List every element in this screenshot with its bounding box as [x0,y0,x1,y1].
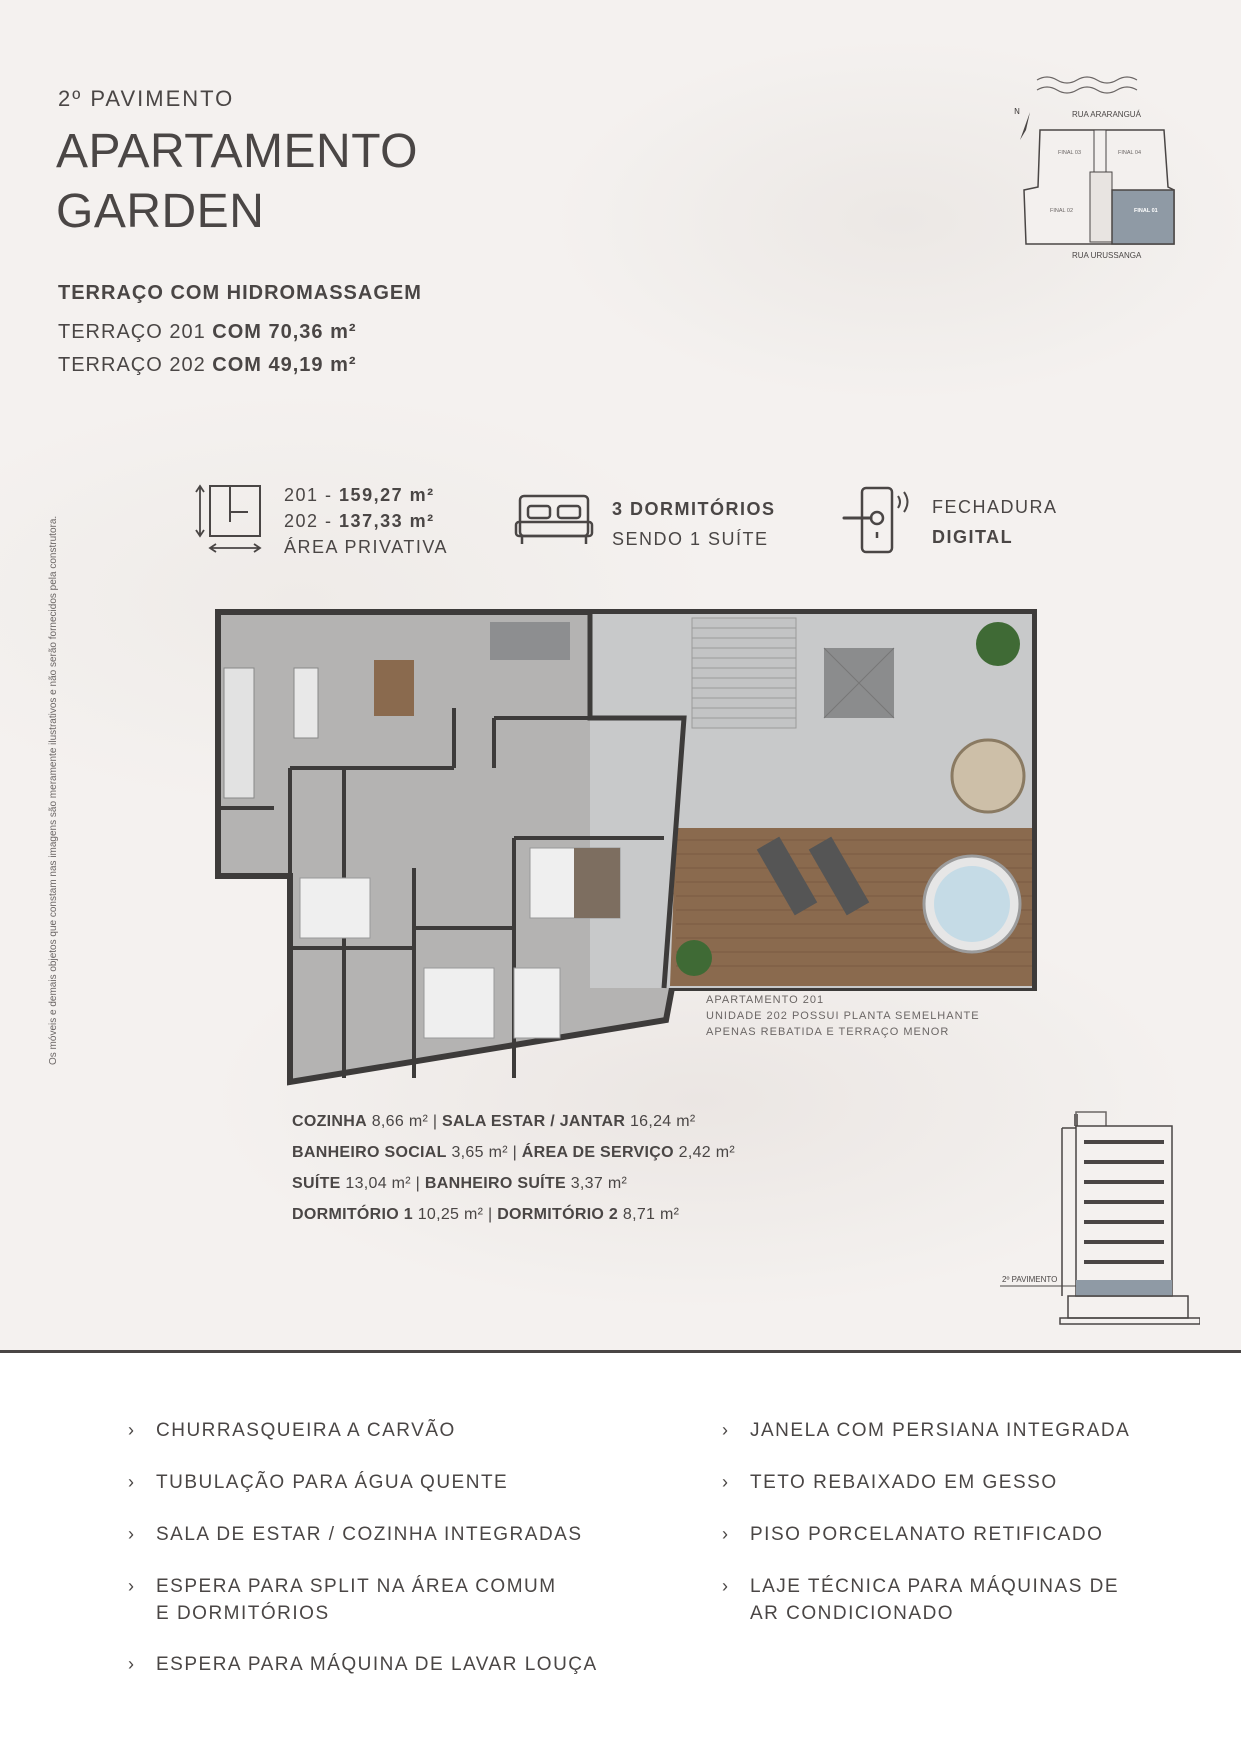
list-item: › ESPERA PARA SPLIT NA ÁREA COMUM E DORMITÓRIOS [128,1576,557,1624]
street-bottom: RUA URUSSANGA [1072,251,1142,260]
chevron-right-icon: › [722,1524,730,1544]
street-top: RUA ARARANGUÁ [1072,110,1141,119]
chevron-right-icon: › [128,1654,136,1674]
bedrooms-sub: SENDO 1 SUÍTE [612,529,769,549]
area-201-value: 159,27 m² [339,485,435,505]
chevron-right-icon: › [722,1420,730,1440]
stairs [692,618,796,728]
terrace-202 [58,354,357,377]
features-left [128,1420,598,1676]
floor-area-icon [194,482,270,558]
svg-text:FINAL 04: FINAL 04 [1118,150,1142,156]
wave-icon [1037,77,1137,83]
building-elevation [1000,1108,1200,1344]
list-item: › TUBULAÇÃO PARA ÁGUA QUENTE [128,1472,509,1493]
plan-note: APARTAMENTO 201 UNIDADE 202 POSSUI PLANTA SEMELHANTE APENAS REBATIDA E TERRAÇO MENOR [706,994,980,1038]
list-item: › SALA DE ESTAR / COZINHA INTEGRADAS [128,1524,583,1545]
terrace-201 [58,321,357,344]
sofa [490,622,570,660]
round-sofa [952,740,1024,812]
floor-label: 2º PAVIMENTO [58,86,235,111]
highlighted-unit [1112,190,1174,244]
kitchen-counter [224,668,254,798]
svg-text:FINAL 02: FINAL 02 [1050,208,1074,214]
lock-label: FECHADURA [932,497,1058,517]
kitchen-island [294,668,318,738]
page-title [56,122,418,242]
bed-icon [514,492,594,552]
wave-icon [1037,87,1137,93]
bedrooms-value: 3 DORMITÓRIOS [612,499,776,519]
room-row: DORMITÓRIO 1 10,25 m² | DORMITÓRIO 2 8,71 m² [292,1206,680,1223]
chevron-right-icon: › [128,1524,136,1544]
list-item: › CHURRASQUEIRA A CARVÃO [128,1420,456,1441]
spec-lock [842,484,1058,556]
svg-text:FINAL 01: FINAL 01 [1134,208,1158,214]
chevron-right-icon: › [722,1472,730,1492]
svg-text:FINAL 03: FINAL 03 [1058,150,1082,156]
list-item: › PISO PORCELANATO RETIFICADO [722,1524,1104,1545]
north-arrow-icon [1020,112,1030,140]
terrace-202-prefix: TERRAÇO 202 [58,354,206,376]
room-row: BANHEIRO SOCIAL 3,65 m² | ÁREA DE SERVIÇO 2,42 m² [292,1144,735,1161]
chevron-right-icon: › [128,1576,136,1596]
area-202-value: 137,33 m² [339,511,435,531]
room-areas [292,1106,735,1230]
chevron-right-icon: › [128,1420,136,1440]
room-row: COZINHA 8,66 m² | SALA ESTAR / JANTAR 16,24 m² [292,1113,696,1130]
chevron-right-icon: › [722,1576,730,1596]
terrace-201-prefix: TERRAÇO 201 [58,321,206,343]
features-right [722,1420,1130,1630]
list-item: › JANELA COM PERSIANA INTEGRADA [722,1420,1131,1441]
bed [300,878,370,938]
list-item: › ESPERA PARA MÁQUINA DE LAVAR LOUÇA [128,1654,598,1675]
lock-value: DIGITAL [932,527,1014,547]
bed [424,968,494,1038]
plant [676,940,712,976]
section-divider [0,1350,1241,1353]
digital-lock-icon [842,484,922,556]
area-201-prefix: 201 - [284,485,333,505]
plant [976,622,1020,666]
list-item: › TETO REBAIXADO EM GESSO [722,1472,1058,1493]
spec-bedrooms [514,492,776,554]
area-label: ÁREA PRIVATIVA [284,537,449,557]
title-line-2: GARDEN [56,185,265,238]
chevron-right-icon: › [128,1472,136,1492]
location-keymap [1012,72,1182,264]
list-item: › LAJE TÉCNICA PARA MÁQUINAS DE AR CONDICIONADO [722,1576,1120,1624]
feature-heading: TERRAÇO COM HIDROMASSAGEM [58,282,422,304]
room-row: SUÍTE 13,04 m² | BANHEIRO SUÍTE 3,37 m² [292,1175,628,1192]
dining-table [374,660,414,716]
terrace-202-value: COM 49,19 m² [212,354,357,376]
building-floor-label: 2º PAVIMENTO [1002,1275,1058,1284]
title-line-1: APARTAMENTO [56,125,419,178]
highlighted-floor [1076,1280,1172,1296]
bed [514,968,560,1038]
disclaimer-note: Os móveis e demais objetos que constam nas imagens são meramente ilustrativos e não serão fornecidos pela construtora. [48,515,59,1065]
spec-area [194,482,448,560]
terrace-201-value: COM 70,36 m² [212,321,357,343]
area-202-prefix: 202 - [284,511,333,531]
north-label: N [1014,107,1020,116]
